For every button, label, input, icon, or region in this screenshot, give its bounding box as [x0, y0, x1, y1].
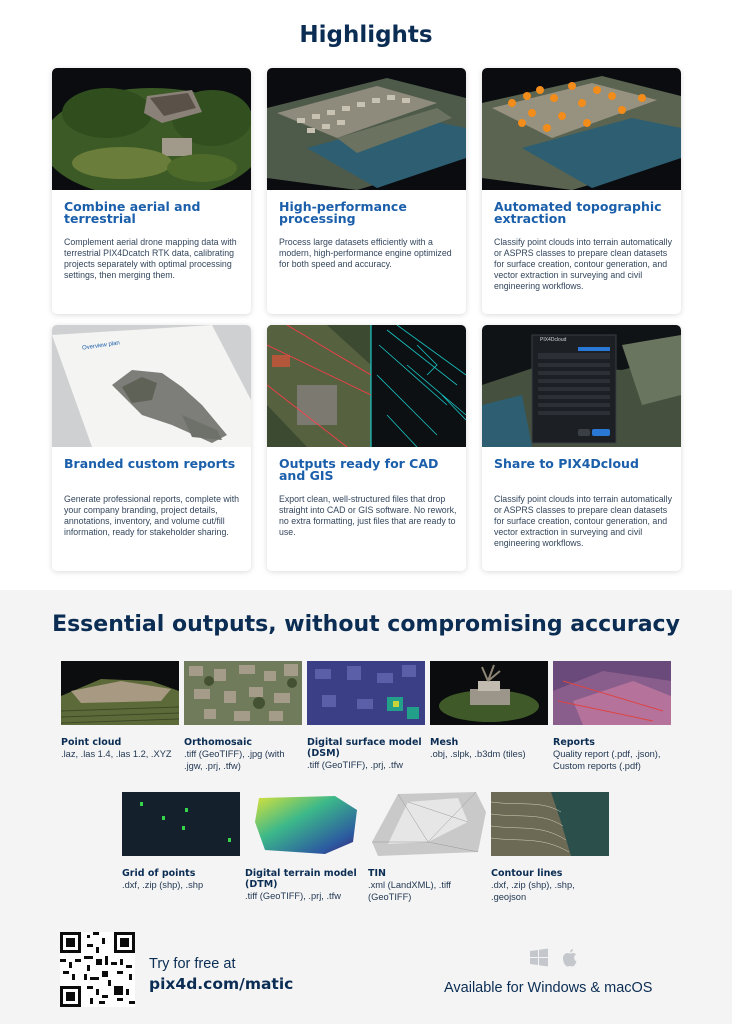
output-item — [245, 792, 363, 902]
dtm-thumbnail — [245, 792, 363, 856]
output-formats: .laz, .las 1.4, .las 1.2, .XYZ — [61, 749, 172, 759]
card-image-processing — [267, 68, 466, 190]
os-icons — [530, 948, 580, 973]
output-formats: .xml (LandXML), .tiff (GeoTIFF) — [368, 880, 452, 902]
availability-text: Available for Windows & macOS — [444, 980, 653, 996]
outputs-title: Essential outputs, without compromising accuracy — [52, 612, 680, 637]
highlight-card — [52, 68, 251, 314]
card-text: Classify point clouds into terrain automatically or ASPRS classes to prepare clean datasets for surface creation, contour generation, and vector extraction in surveying and civil engineering workflows. — [494, 237, 672, 291]
card-image-cad-gis — [267, 325, 466, 447]
output-formats: .tiff (GeoTIFF), .prj, .tfw — [307, 760, 403, 770]
output-item — [491, 792, 609, 903]
output-formats: .obj, .slpk, .b3dm (tiles) — [430, 749, 526, 759]
output-item — [61, 661, 179, 760]
card-image-report — [52, 325, 251, 447]
card-title: Combine aerial and terrestrial — [64, 199, 201, 226]
output-name: Point cloud — [61, 737, 122, 748]
output-name: Reports — [553, 737, 595, 748]
pix4dcloud-label: PIX4Dcloud — [540, 337, 567, 343]
card-text: Classify point clouds into terrain automatically or ASPRS classes to prepare clean datasets for surface creation, contour generation, and vector extraction in surveying and civil engineering workflows. — [494, 494, 672, 548]
output-name: Contour lines — [491, 868, 563, 879]
card-text: Complement aerial drone mapping data with terrestrial PIX4Dcatch RTK data, calibrating projects separately with optimal processing settings, then merging them. — [64, 237, 237, 280]
card-image-aerial-terrestrial — [52, 68, 251, 190]
point-cloud-thumbnail — [61, 661, 179, 725]
windows-icon — [530, 949, 548, 967]
output-item — [430, 661, 548, 760]
output-name: Orthomosaic — [184, 737, 252, 748]
output-item — [307, 661, 425, 771]
highlight-card — [267, 68, 466, 314]
grid-of-points-thumbnail — [122, 792, 240, 856]
output-formats: .tiff (GeoTIFF), .prj, .tfw — [245, 891, 341, 901]
qr-code-icon[interactable] — [60, 932, 135, 1007]
highlight-card — [482, 325, 681, 571]
output-name: Grid of points — [122, 868, 196, 879]
card-title: Branded custom reports — [64, 456, 236, 471]
card-title: Outputs ready for CAD and GIS — [279, 456, 439, 483]
highlight-card — [267, 325, 466, 571]
card-title: Automated topographic extraction — [494, 199, 662, 226]
card-text: Generate professional reports, complete with your company branding, project details, annotations, inventory, and volume cut/fill information, ready for stakeholder sharing. — [64, 494, 240, 537]
card-title: Share to PIX4Dcloud — [494, 456, 639, 471]
card-title: High-performance processing — [279, 199, 407, 226]
try-free-text: Try for free at — [149, 956, 236, 972]
card-text: Export clean, well-structured files that drop straight into CAD or GIS software. No rework, no extra formatting, just files that are ready to use. — [279, 494, 457, 537]
card-text: Process large datasets efficiently with a modern, high-performance engine optimized for both speed and accuracy. — [279, 237, 452, 269]
output-name: TIN — [368, 868, 386, 879]
card-image-cloud — [482, 325, 681, 447]
dsm-thumbnail — [307, 661, 425, 725]
output-formats: .dxf, .zip (shp), .shp — [122, 880, 204, 890]
highlights-title: Highlights — [299, 22, 433, 48]
tin-thumbnail — [368, 792, 486, 856]
output-name: Mesh — [430, 737, 459, 748]
reports-thumbnail — [553, 661, 671, 725]
website-link[interactable]: pix4d.com/matic — [149, 975, 294, 993]
contour-lines-thumbnail — [491, 792, 609, 856]
output-formats: .dxf, .zip (shp), .shp, .geojson — [491, 880, 575, 902]
mesh-thumbnail — [430, 661, 548, 725]
output-name: Digital surface model (DSM) — [307, 737, 422, 759]
apple-icon — [563, 949, 577, 967]
highlight-card — [52, 325, 251, 571]
highlight-card — [482, 68, 681, 314]
orthomosaic-thumbnail — [184, 661, 302, 725]
output-item — [184, 661, 302, 772]
card-image-topographic — [482, 68, 681, 190]
output-name: Digital terrain model (DTM) — [245, 868, 357, 890]
overview-plan-label: Overview plan — [81, 340, 121, 352]
output-formats: Quality report (.pdf, .json), Custom reports (.pdf) — [553, 749, 661, 771]
output-item — [368, 792, 486, 903]
output-item — [553, 661, 671, 772]
output-formats: .tiff (GeoTIFF), .jpg (with .jgw, .prj, .tfw) — [184, 749, 285, 771]
output-item — [122, 792, 240, 891]
